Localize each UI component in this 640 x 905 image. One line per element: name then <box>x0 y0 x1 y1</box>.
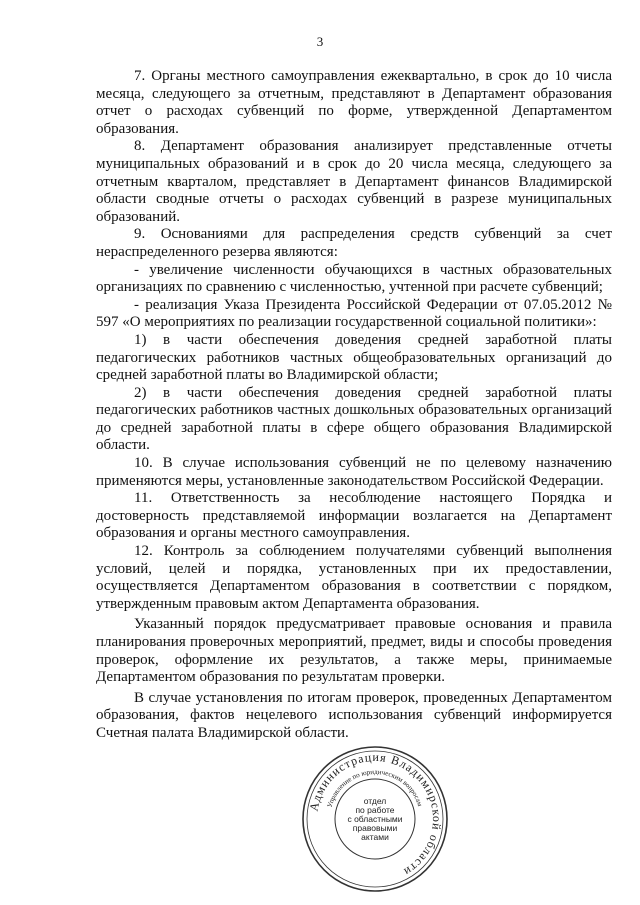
paragraph-9-subitem-1: 1) в части обеспечения доведения средней заработной платы педагогических работников частных общеобразовательных организаций до средней заработной платы во Владимирской области; <box>96 331 612 384</box>
svg-text:Управление по юридическим вопр: Управление по юридическим вопросам <box>325 767 425 809</box>
paragraph-9-subitem-2: 2) в части обеспечения доведения средней заработной платы педагогических работников частных дошкольных образовательных организаций до средней заработной платы в сфере общего образования Владимирской области. <box>96 384 612 454</box>
paragraph-inspection-procedure: Указанный порядок предусматривает правовые основания и правила планирования проверочных мероприятий, предмет, виды и способы проведения проверок, оформление их результатов, а также меры, принимаемые Департаментом образования по результатам проверки. <box>96 616 612 686</box>
paragraph-10: 10. В случае использования субвенций не по целевому назначению применяются меры, установленные законодательством Российской Федерации. <box>96 455 612 489</box>
svg-text:правовыми: правовыми <box>352 823 398 833</box>
page-number: 3 <box>316 34 324 49</box>
paragraph-8: 8. Департамент образования анализирует представленные отчеты муниципальных образований и в срок до 20 числа месяца, следующего за отчетным кварталом, представляет в Департамент финансов Владимирской области сводные отчеты о расходах субвенций в разрезе муниципальных образований. <box>96 138 612 225</box>
document-body <box>96 68 612 743</box>
svg-text:с областными: с областными <box>347 814 403 824</box>
svg-text:Администрация Владимирской обл: Администрация Владимирской области <box>306 749 445 880</box>
svg-text:по работе: по работе <box>355 805 395 815</box>
paragraph-11: 11. Ответственность за несоблюдение настоящего Порядка и достоверность представляемой информации возлагается на Департамент образования и органы местного самоуправления. <box>96 490 612 542</box>
paragraph-audit-notification: В случае установления по итогам проверок, проведенных Департаментом образования, фактов нецелевого использования субвенций информируется Счетная палата Владимирской области. <box>96 689 612 741</box>
svg-text:отдел: отдел <box>363 796 387 806</box>
paragraph-9-item-students: - увеличение численности обучающихся в частных образовательных организациях по сравнению с численностью, учтенной при расчете субвенций; <box>96 261 612 296</box>
stamp-seal-icon <box>300 744 450 894</box>
paragraph-9-item-decree: - реализация Указа Президента Российской Федерации от 07.05.2012 № 597 «О мероприятиях по реализации государственной социальной политики»: <box>96 296 612 331</box>
official-stamp <box>300 744 450 894</box>
paragraph-12: 12. Контроль за соблюдением получателями субвенций выполнения условий, целей и порядка, установленных при их предоставлении, осуществляется Департаментом образования в соответствии с порядком, утвержденным правовым актом Департамента образования. <box>96 543 612 612</box>
paragraph-9: 9. Основаниями для распределения средств субвенций за счет нераспределенного резерва являются: <box>96 226 612 260</box>
paragraph-7: 7. Органы местного самоуправления ежеквартально, в срок до 10 числа месяца, следующего за отчетным, представляют в Департамент образования отчет о расходах субвенций по форме, утвержденной Департаментом образования. <box>96 68 612 137</box>
svg-text:актами: актами <box>361 832 389 842</box>
